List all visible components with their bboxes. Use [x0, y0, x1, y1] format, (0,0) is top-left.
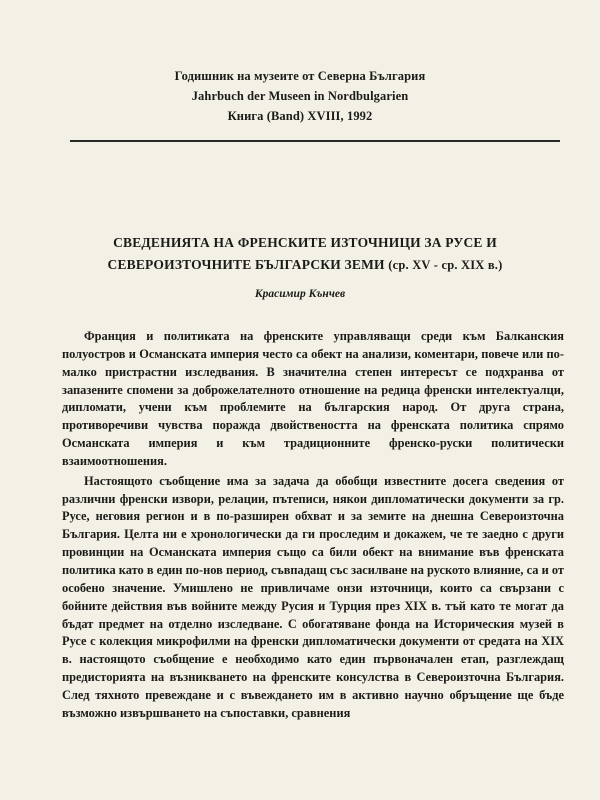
paragraph-1: Франция и политиката на френските управляващи среди към Балканския полуостров и Османската империя често са обект на анализи, коментари, повече или по-малко пристрастни изследвания. В значителна степен интересът се подхранва от запазените спомени за доброжелателното отношение на редица френски интелектуалци, дипломати, учени към проблемите на българския народ. От друга страна, противоречиви чувства поражда двойствеността на френската политика спрямо Османската империя и към традиционните френско-руски политически взаимоотношения.: [62, 329, 564, 468]
title-line-1: СВЕДЕНИЯТА НА ФРЕНСКИТЕ ИЗТОЧНИЦИ ЗА РУСЕ И: [113, 235, 497, 250]
journal-header: [0, 66, 600, 126]
title-date-range: (ср. XV - ср. XIX в.): [388, 258, 503, 272]
article-title: [60, 232, 550, 276]
paragraph-2: Настоящото съобщение има за задача да обобщи известните досега сведения от различни френски извори, релации, пътеписи, някои дипломатически документи за гр. Русе, неговия регион и в по-разширен обхват и за земите на днешна Североизточна България. Целта ни е хронологически да ги проследим и докажем, че те заедно с други провинции на Османската империя също са били обект на внимание във френската политика като в един по-нов период, съвпадащ със засилване на руското влияние, са и от особено значение. Умишлено не привличаме онзи източници, които са свързани с бойните действия във войните между Русия и Турция през XIX в. тъй като те могат да бъдат предмет на отделно изследване. С обогатяване фонда на Историческия музей в Русе с колекция микрофилми на френски дипломатически документи от средата на XIX в. настоящото съобщение е необходимо като един първоначален етап, разглеждащ предисторията на възникването на френските консулства в Североизточна България. След тяхното превеждане и с въвеждането им в активно научно обръщение ще бъде възможно извършването на съпоставки, сравнения: [62, 473, 564, 720]
journal-title-bg: Годишник на музеите от Северна България: [174, 69, 426, 83]
journal-title-de: Jahrbuch der Museen in Nordbulgarien: [191, 89, 409, 103]
author-name: Красимир Кънчев: [254, 288, 346, 300]
title-line-2: [60, 254, 550, 276]
article-body: [62, 328, 564, 723]
title-line-2-text: СЕВЕРОИЗТОЧНИТЕ БЪЛГАРСКИ ЗЕМИ: [107, 257, 385, 272]
header-divider: [70, 140, 560, 142]
volume-info: Книга (Band) XVIII, 1992: [227, 109, 373, 123]
